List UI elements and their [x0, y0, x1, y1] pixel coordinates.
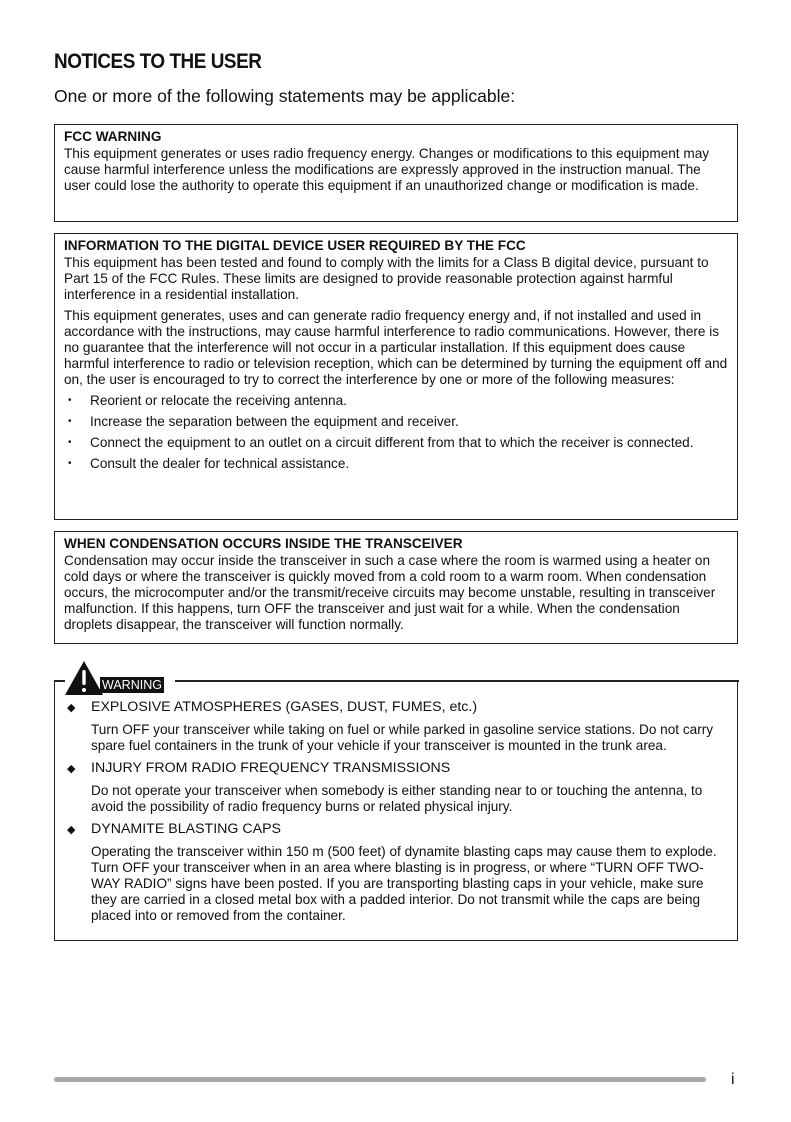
- warning-item-text: Operating the transceiver within 150 m (500 feet) of dynamite blasting caps may cause them to explode. Turn OFF your transceiver when in an area where blasting is in progress, or where “TURN OFF TWO-WAY RADIO” signs have been posted. If you are transporting blasting caps in your vehicle, make sure they are carried in a closed metal box with a padded interior. Do not transmit while the caps are being placed into or removed from the container.: [91, 844, 717, 923]
- warning-badge: [64, 660, 164, 696]
- digital-device-box: [54, 233, 738, 520]
- list-item: • Reorient or relocate the receiving antenna.: [64, 393, 728, 409]
- page-title: NOTICES TO THE USER: [54, 50, 262, 73]
- warning-label: WARNING: [102, 678, 162, 692]
- list-item: • Increase the separation between the equipment and receiver.: [64, 414, 728, 430]
- warning-triangle-icon: [64, 660, 104, 696]
- condensation-text: Condensation may occur inside the transceiver in such a case where the room is warmed using a heater on cold days or where the transceiver is quickly moved from a cold room to a warm room. When condensation occurs, the microcomputer and/or the transmit/receive circuits may become unstable, resulting in transceiver malfunction. If this happens, turn OFF the transceiver and just wait for a while. When the condensation droplets disappear, the transceiver will function normally.: [64, 553, 716, 632]
- footer-rule: [54, 1077, 706, 1082]
- warning-item-text: Do not operate your transceiver when somebody is either standing near to or touching the antenna, to avoid the possibility of radio frequency burns or related physical injury.: [91, 783, 703, 814]
- digital-device-heading: INFORMATION TO THE DIGITAL DEVICE USER REQUIRED BY THE FCC: [64, 238, 526, 253]
- fcc-warning-heading: FCC WARNING: [64, 129, 162, 144]
- warning-item-title: ◆ DYNAMITE BLASTING CAPS: [67, 821, 281, 837]
- warning-item-text: Turn OFF your transceiver while taking on fuel or while parked in gasoline service stations. Do not carry spare fuel containers in the trunk of your vehicle if your transceiver is mounted in the trunk area.: [91, 722, 714, 753]
- warning-item-title: ◆ INJURY FROM RADIO FREQUENCY TRANSMISSIONS: [67, 760, 451, 776]
- list-item: • Connect the equipment to an outlet on a circuit different from that to which the receiver is connected.: [64, 435, 728, 451]
- diamond-icon: ◆: [67, 824, 76, 836]
- warning-item-title: ◆ EXPLOSIVE ATMOSPHERES (GASES, DUST, FUMES, etc.): [67, 699, 478, 715]
- diamond-icon: ◆: [67, 763, 76, 775]
- list-item: • Consult the dealer for technical assistance.: [64, 456, 728, 472]
- fcc-warning-text: This equipment generates or uses radio frequency energy. Changes or modifications to this equipment may cause harmful interference unless the modifications are expressly approved in the instruction manual. The user could lose the authority to operate this equipment if an unauthorized change or modification is made.: [64, 146, 710, 193]
- fcc-warning-box: [54, 124, 738, 222]
- measures-list: [64, 393, 728, 472]
- digital-device-p2: This equipment generates, uses and can generate radio frequency energy and, if not installed and used in accordance with the instructions, may cause harmful interference to radio communications. However, there is no guarantee that the interference will not occur in a particular installation. If this equipment does cause harmful interference to radio or television reception, which can be determined by turning the equipment off and on, the user is encouraged to try to correct the interference by one or more of the following measures:: [64, 308, 728, 387]
- page-number: i: [731, 1071, 735, 1088]
- warning-box: [54, 680, 738, 941]
- diamond-icon: ◆: [67, 702, 76, 714]
- condensation-heading: WHEN CONDENSATION OCCURS INSIDE THE TRANSCEIVER: [64, 536, 463, 551]
- condensation-box: [54, 531, 738, 644]
- page-subtitle: One or more of the following statements may be applicable:: [54, 86, 516, 106]
- digital-device-p1: This equipment has been tested and found to comply with the limits for a Class B digital device, pursuant to Part 15 of the FCC Rules. These limits are designed to provide reasonable protection against harmful interference in a residential installation.: [64, 255, 709, 302]
